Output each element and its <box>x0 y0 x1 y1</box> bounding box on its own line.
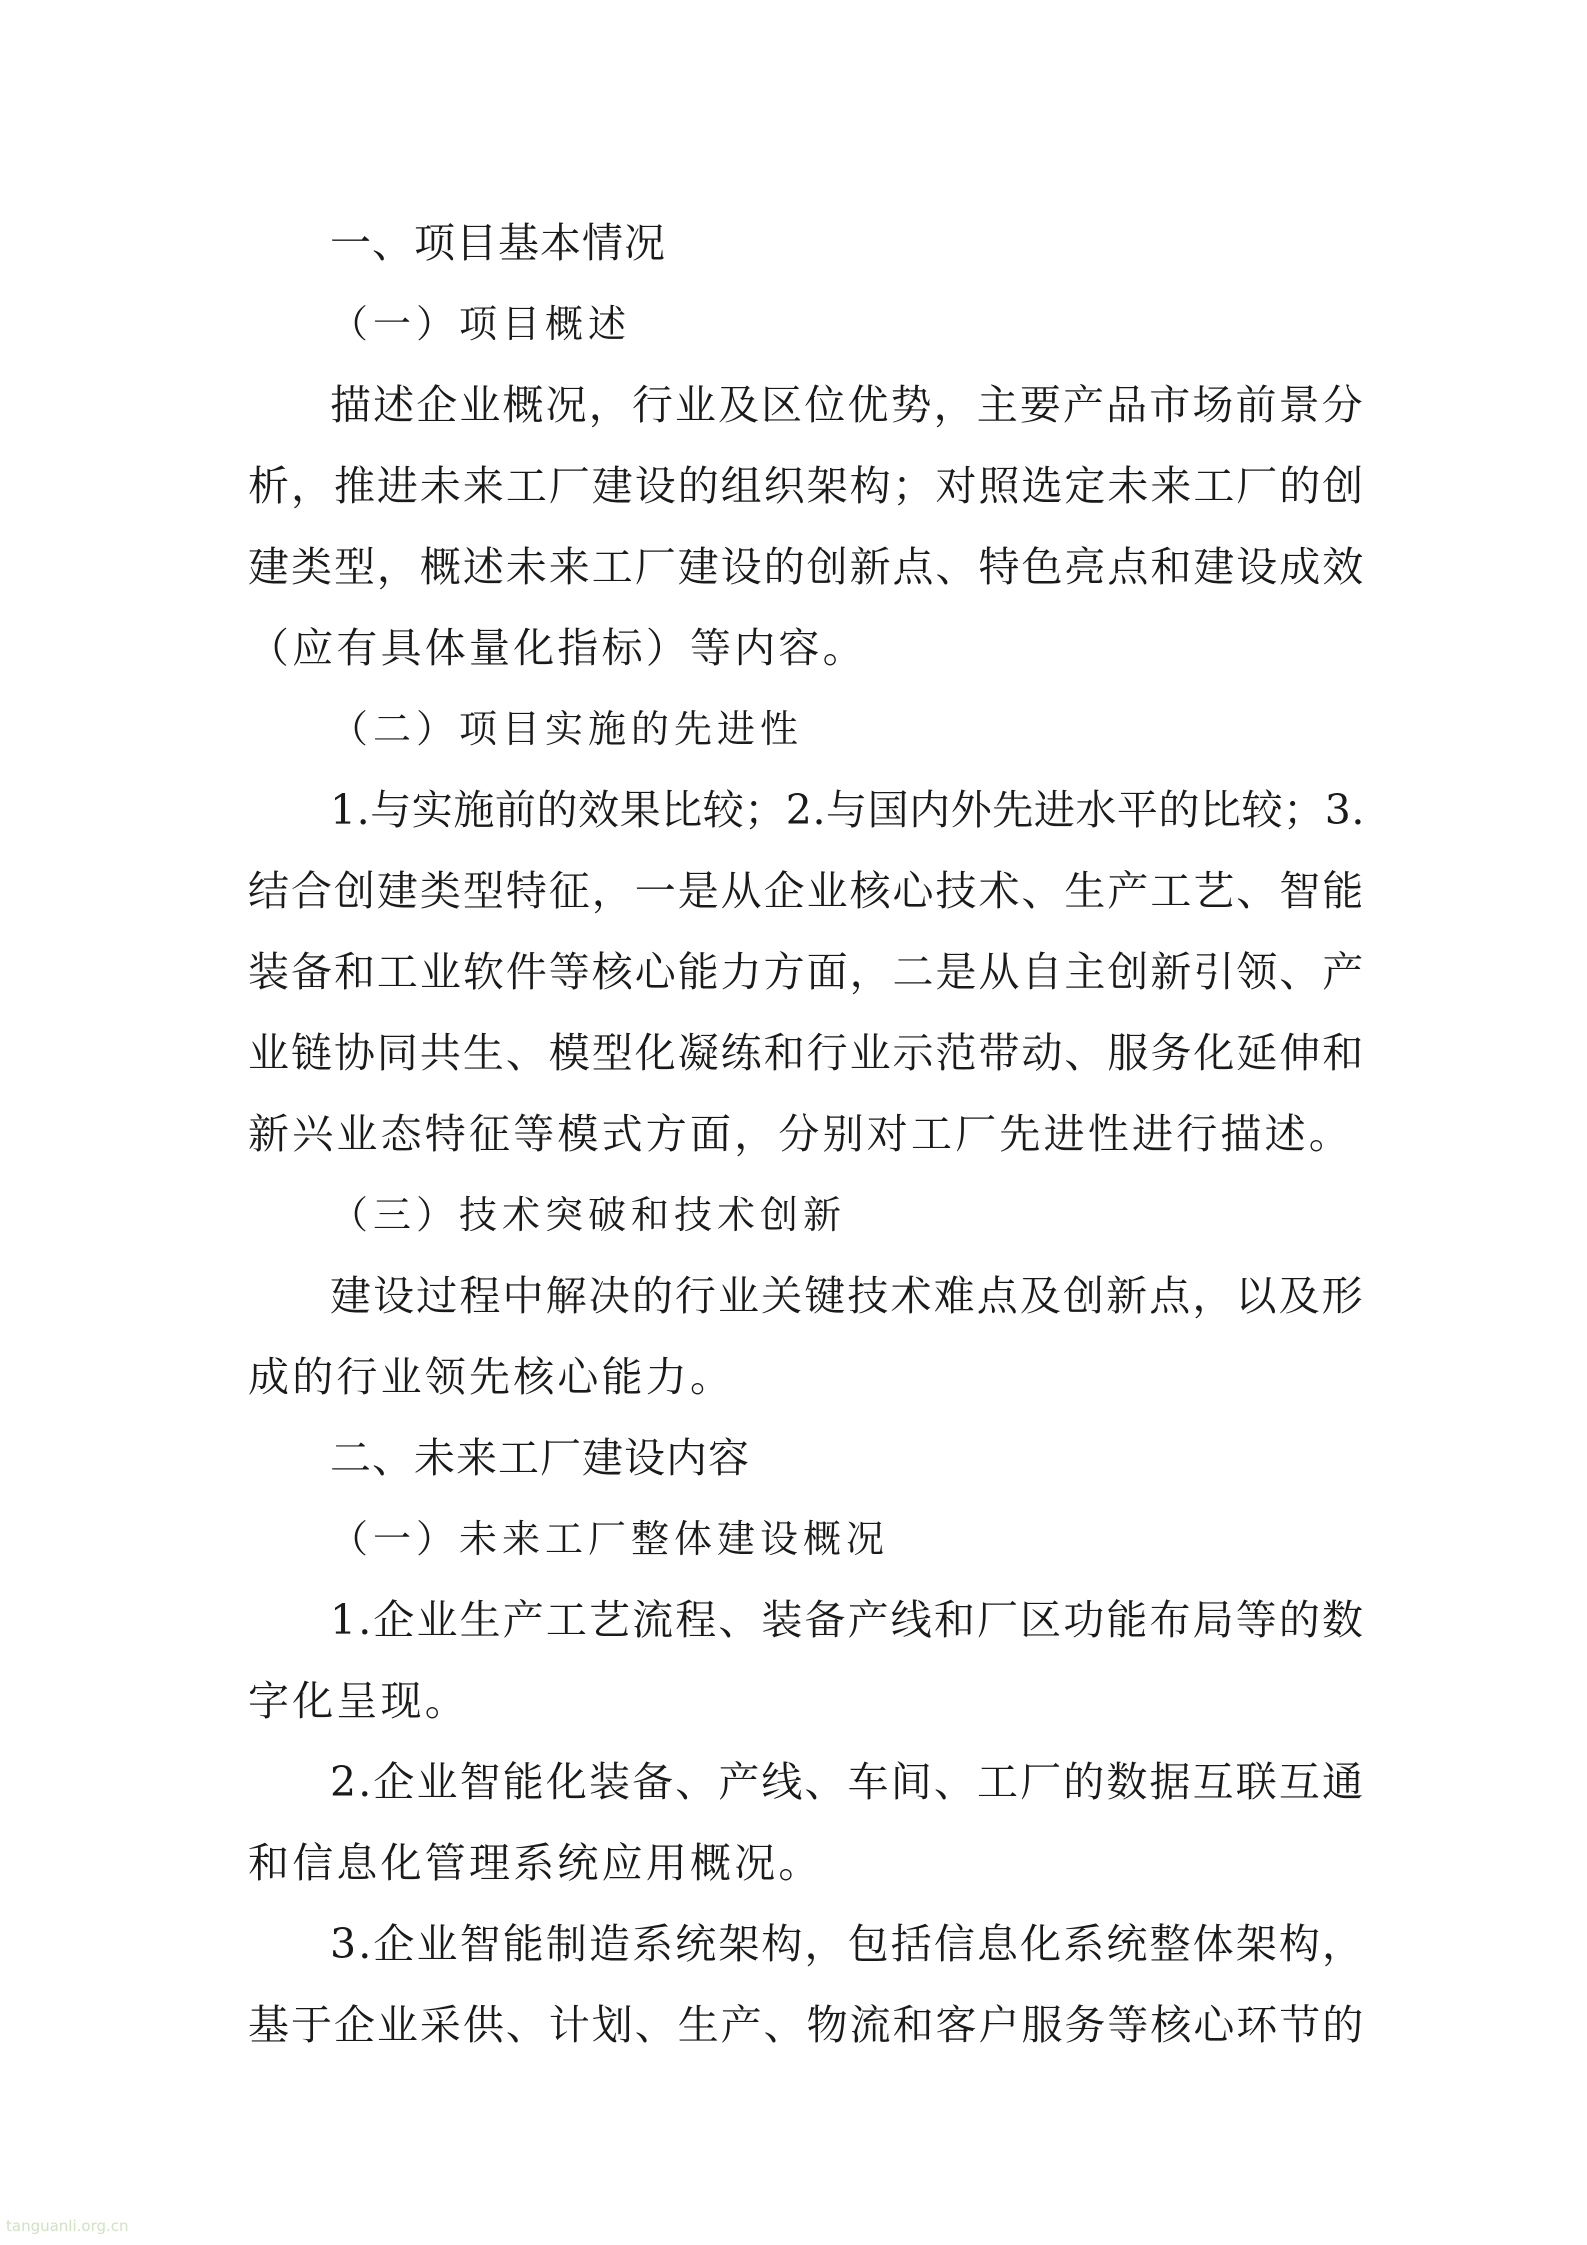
paragraph-line: 建类型，概述未来工厂建设的创新点、特色亮点和建设成效 <box>248 543 1366 591</box>
paragraph-line: 3.企业智能制造系统架构，包括信息化系统整体架构， <box>330 1920 1366 1968</box>
section-heading-2: 二、未来工厂建设内容 <box>330 1434 750 1482</box>
paragraph-line: 1.与实施前的效果比较；2.与国内外先进水平的比较；3. <box>330 786 1365 834</box>
paragraph-line: 析，推进未来工厂建设的组织架构；对照选定未来工厂的创 <box>248 462 1366 510</box>
paragraph-line: 1.企业生产工艺流程、装备产线和厂区功能布局等的数 <box>330 1596 1366 1644</box>
subsection-heading-1-1: （一）项目概述 <box>330 302 632 346</box>
paragraph-line: （应有具体量化指标）等内容。 <box>248 624 867 672</box>
subsection-heading-2-1: （一）未来工厂整体建设概况 <box>330 1517 890 1561</box>
paragraph-line: 字化呈现。 <box>248 1677 469 1725</box>
paragraph-line: 结合创建类型特征，一是从企业核心技术、生产工艺、智能 <box>248 867 1366 915</box>
paragraph-line: 成的行业领先核心能力。 <box>248 1353 735 1401</box>
section-heading-1: 一、项目基本情况 <box>330 219 666 267</box>
paragraph-line: 2.企业智能化装备、产线、车间、工厂的数据互联互通 <box>330 1758 1366 1806</box>
paragraph-line: 业链协同共生、模型化凝练和行业示范带动、服务化延伸和 <box>248 1029 1366 1077</box>
subsection-heading-1-2: （二）项目实施的先进性 <box>330 707 804 751</box>
paragraph-line: 新兴业态特征等模式方面，分别对工厂先进性进行描述。 <box>248 1110 1353 1158</box>
watermark-text: tanguanli.org.cn <box>6 2217 129 2235</box>
paragraph-line: 装备和工业软件等核心能力方面，二是从自主创新引领、产 <box>248 948 1366 996</box>
paragraph-line: 建设过程中解决的行业关键技术难点及创新点，以及形 <box>330 1272 1365 1320</box>
paragraph-line: 和信息化管理系统应用概况。 <box>248 1839 823 1887</box>
paragraph-line: 基于企业采供、计划、生产、物流和客户服务等核心环节的 <box>248 2001 1366 2049</box>
paragraph-line: 描述企业概况，行业及区位优势，主要产品市场前景分 <box>330 381 1365 429</box>
subsection-heading-1-3: （三）技术突破和技术创新 <box>330 1193 847 1237</box>
